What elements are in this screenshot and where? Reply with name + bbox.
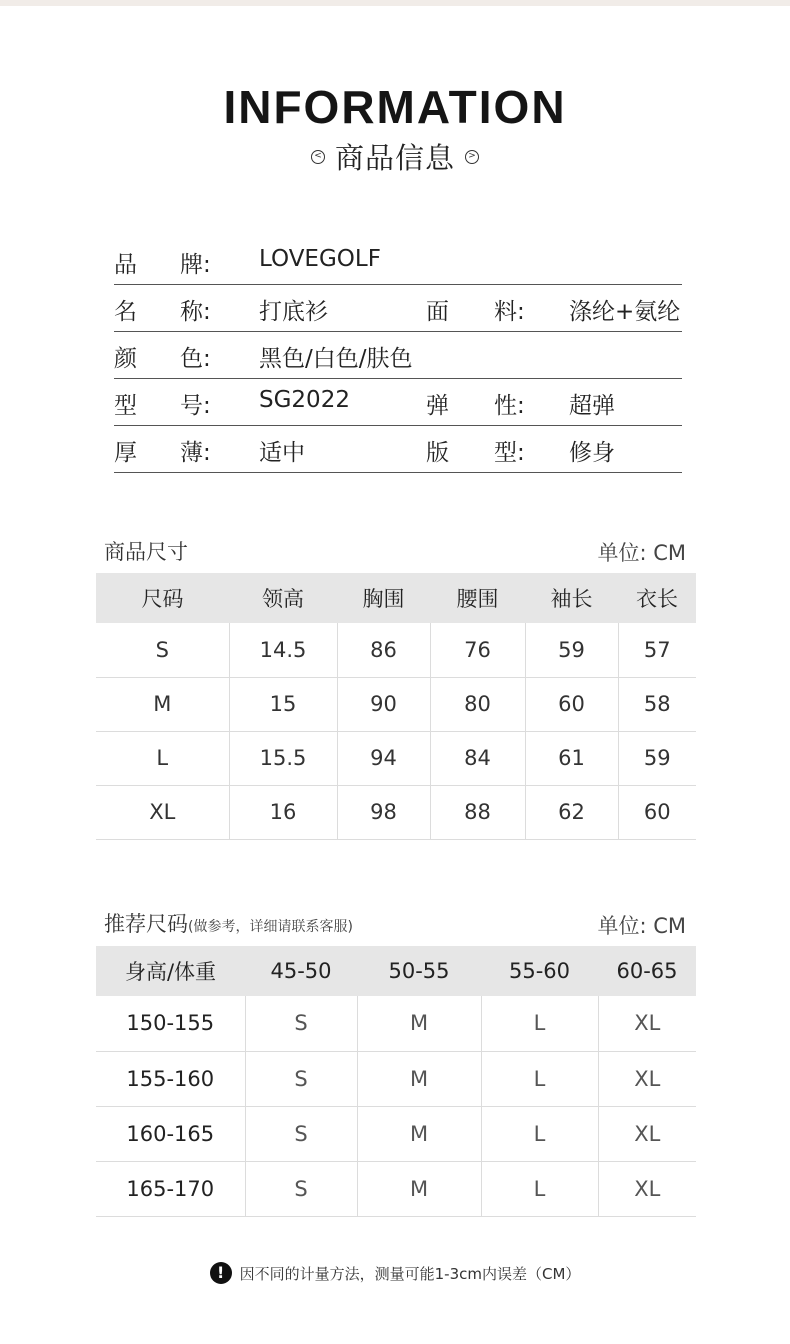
- table-cell: XL: [96, 785, 229, 839]
- table-cell: 94: [337, 731, 430, 785]
- exclamation-icon: !: [210, 1262, 232, 1284]
- table-row: [96, 731, 696, 785]
- table-cell: XL: [598, 1161, 696, 1216]
- column-header: 50-55: [357, 946, 481, 996]
- table-cell: S: [245, 1161, 357, 1216]
- recommend-size-table: [96, 946, 696, 1217]
- table-cell: 59: [525, 623, 618, 677]
- size-section-unit: 单位: CM: [597, 541, 686, 565]
- table-cell: 80: [430, 677, 525, 731]
- table-cell: 150-155: [96, 996, 245, 1051]
- info-value: SG2022: [259, 387, 350, 413]
- table-cell: L: [481, 1161, 598, 1216]
- top-image-strip: [0, 0, 790, 6]
- table-cell: 84: [430, 731, 525, 785]
- title-chinese: 商品信息: [334, 141, 455, 175]
- column-header: 袖长: [525, 573, 618, 623]
- info-key: 型:: [494, 440, 525, 466]
- size-table: [96, 573, 696, 840]
- table-cell: L: [96, 731, 229, 785]
- column-header: 45-50: [245, 946, 357, 996]
- info-key: 版: [426, 440, 449, 466]
- table-cell: 98: [337, 785, 430, 839]
- table-cell: S: [245, 996, 357, 1051]
- info-key: 号:: [180, 393, 211, 419]
- info-key: 品: [114, 252, 137, 278]
- table-cell: M: [357, 1106, 481, 1161]
- info-value: LOVEGOLF: [259, 246, 381, 272]
- table-row: [96, 623, 696, 677]
- info-key: 色:: [180, 346, 211, 372]
- info-value: 黑色/白色/肤色: [259, 346, 413, 372]
- info-value: 修身: [569, 440, 615, 466]
- column-header: 60-65: [598, 946, 696, 996]
- info-key: 名: [114, 299, 137, 325]
- table-cell: S: [96, 623, 229, 677]
- info-key: 颜: [114, 346, 137, 372]
- info-value: 适中: [259, 440, 305, 466]
- rec-section-subtitle: (做参考，详细请联系客服): [188, 919, 353, 935]
- info-row: [114, 285, 682, 332]
- table-cell: 90: [337, 677, 430, 731]
- table-row: [96, 1106, 696, 1161]
- column-header: 胸围: [337, 573, 430, 623]
- table-cell: 15.5: [229, 731, 337, 785]
- column-header: 身高/体重: [96, 946, 245, 996]
- column-header: 55-60: [481, 946, 598, 996]
- table-row: [96, 1161, 696, 1216]
- size-table-header-row: [96, 573, 696, 623]
- title-chinese-row: [0, 136, 790, 177]
- info-row: [114, 332, 682, 379]
- rec-section-title-text: 推荐尺码: [104, 912, 188, 936]
- table-cell: L: [481, 1106, 598, 1161]
- table-cell: M: [357, 1161, 481, 1216]
- table-cell: M: [96, 677, 229, 731]
- info-key: 型: [114, 393, 137, 419]
- measurement-note-text: 因不同的计量方法，测量可能1-3cm内误差（CM）: [239, 1264, 581, 1283]
- column-header: 领高: [229, 573, 337, 623]
- table-cell: XL: [598, 1106, 696, 1161]
- measurement-note: [0, 1262, 790, 1284]
- info-row: [114, 238, 682, 285]
- table-cell: 88: [430, 785, 525, 839]
- table-cell: 60: [618, 785, 696, 839]
- table-cell: M: [357, 1051, 481, 1106]
- table-cell: 57: [618, 623, 696, 677]
- rec-section-unit: 单位: CM: [597, 914, 686, 938]
- table-row: [96, 677, 696, 731]
- info-key: 料:: [494, 299, 525, 325]
- column-header: 尺码: [96, 573, 229, 623]
- table-cell: XL: [598, 1051, 696, 1106]
- table-row: [96, 996, 696, 1051]
- table-cell: 160-165: [96, 1106, 245, 1161]
- table-row: [96, 785, 696, 839]
- rec-section-title: [104, 908, 353, 938]
- table-cell: 14.5: [229, 623, 337, 677]
- info-key: 牌:: [180, 252, 211, 278]
- size-section-title: 商品尺寸: [104, 540, 188, 564]
- title-english: INFORMATION: [223, 81, 567, 133]
- column-header: 腰围: [430, 573, 525, 623]
- table-cell: 60: [525, 677, 618, 731]
- circle-left-arrow-icon: <: [311, 150, 325, 164]
- table-cell: L: [481, 996, 598, 1051]
- info-value: 涤纶+氨纶: [569, 299, 681, 325]
- table-cell: S: [245, 1106, 357, 1161]
- info-value: 超弹: [569, 393, 615, 419]
- info-key: 薄:: [180, 440, 211, 466]
- table-cell: 59: [618, 731, 696, 785]
- column-header: 衣长: [618, 573, 696, 623]
- table-cell: M: [357, 996, 481, 1051]
- product-info-list: [114, 238, 682, 473]
- info-key: 弹: [426, 393, 449, 419]
- table-cell: 16: [229, 785, 337, 839]
- table-cell: L: [481, 1051, 598, 1106]
- table-cell: 165-170: [96, 1161, 245, 1216]
- info-key: 称:: [180, 299, 211, 325]
- info-value: 打底衫: [259, 299, 328, 325]
- info-key: 面: [426, 299, 449, 325]
- table-cell: 86: [337, 623, 430, 677]
- table-cell: S: [245, 1051, 357, 1106]
- table-cell: 76: [430, 623, 525, 677]
- rec-table-header-row: [96, 946, 696, 996]
- circle-right-arrow-icon: >: [465, 150, 479, 164]
- table-cell: 62: [525, 785, 618, 839]
- info-row: [114, 426, 682, 473]
- table-cell: XL: [598, 996, 696, 1051]
- info-key: 厚: [114, 440, 137, 466]
- info-row: [114, 379, 682, 426]
- table-row: [96, 1051, 696, 1106]
- info-key: 性:: [494, 393, 525, 419]
- table-cell: 61: [525, 731, 618, 785]
- table-cell: 155-160: [96, 1051, 245, 1106]
- table-cell: 58: [618, 677, 696, 731]
- table-cell: 15: [229, 677, 337, 731]
